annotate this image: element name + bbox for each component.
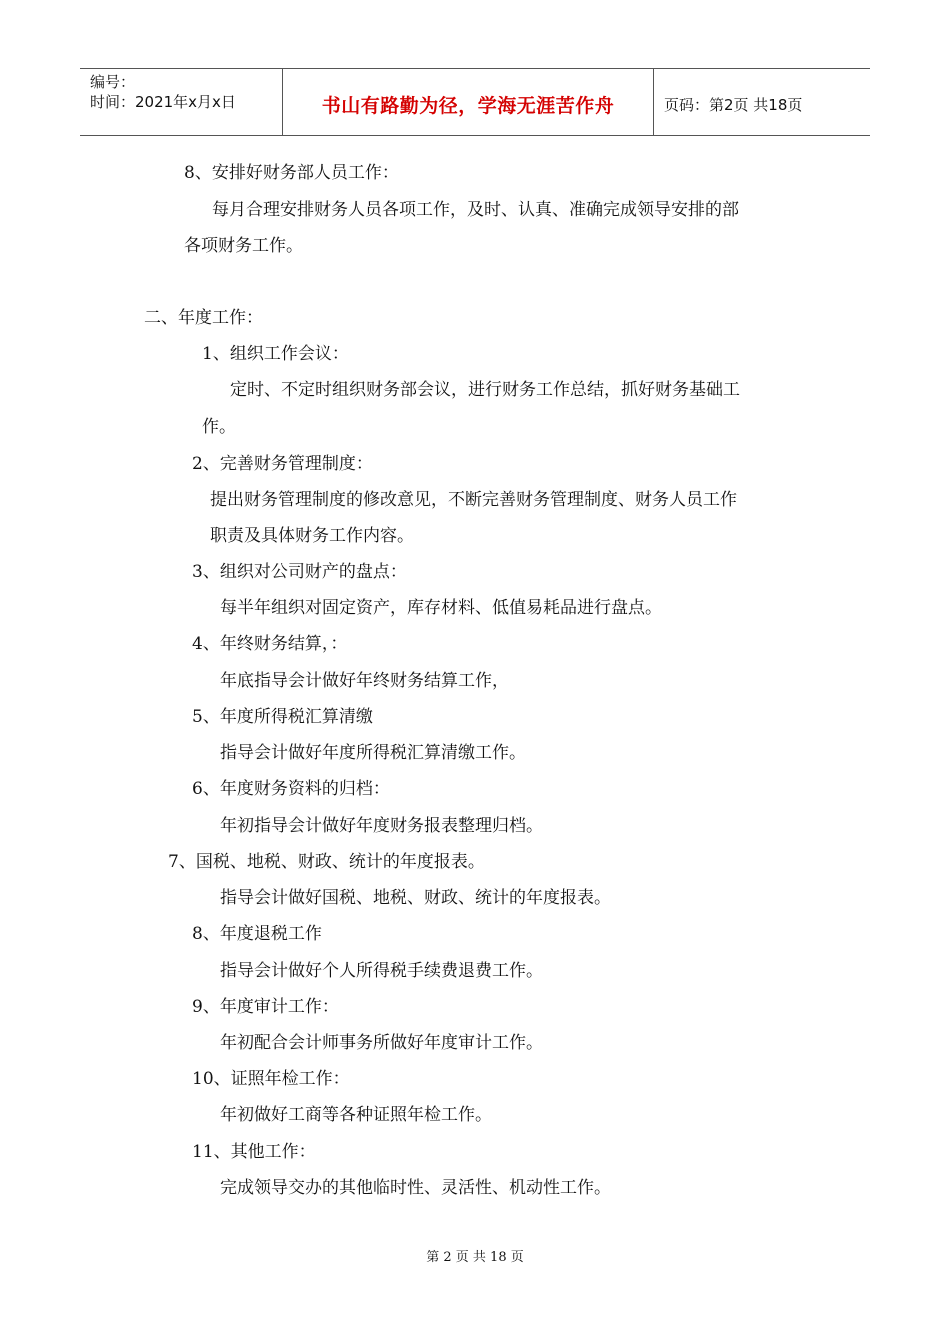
paragraph-line: 年初做好工商等各种证照年检工作。 — [220, 1105, 492, 1125]
item-heading: 9、年度审计工作： — [192, 997, 339, 1017]
paragraph-line: 作。 — [202, 417, 236, 437]
item-heading: 1、组织工作会议： — [202, 344, 349, 364]
item-heading: 11、其他工作： — [192, 1142, 316, 1162]
paragraph-line: 定时、不定时组织财务部会议，进行财务工作总结，抓好财务基础工 — [230, 380, 740, 400]
paragraph-line: 指导会计做好年度所得税汇算清缴工作。 — [220, 743, 526, 763]
paragraph-line: 年初指导会计做好年度财务报表整理归档。 — [220, 816, 543, 836]
item-heading: 5、年度所得税汇算清缴 — [192, 707, 373, 727]
item-heading: 7、国税、地税、财政、统计的年度报表。 — [168, 852, 485, 872]
item-heading: 2、完善财务管理制度： — [192, 454, 373, 474]
item-heading: 4、年终财务结算，： — [192, 634, 348, 654]
item-heading: 8、年度退税工作 — [192, 924, 322, 944]
paragraph-line: 每月合理安排财务人员各项工作，及时、认真、准确完成领导安排的部 — [212, 200, 739, 220]
header-meta-cell — [80, 69, 282, 135]
section-heading: 二、年度工作： — [144, 308, 263, 328]
header-motto-cell — [282, 69, 654, 135]
item-heading: 6、年度财务资料的归档： — [192, 779, 390, 799]
page-header — [80, 68, 870, 136]
document-time-label: 时间：2021年x月x日 — [90, 93, 236, 111]
item-heading: 8、安排好财务部人员工作： — [184, 163, 399, 183]
paragraph-line: 完成领导交办的其他临时性、灵活性、机动性工作。 — [220, 1178, 611, 1198]
paragraph-line: 指导会计做好国税、地税、财政、统计的年度报表。 — [220, 888, 611, 908]
paragraph-line: 提出财务管理制度的修改意见，不断完善财务管理制度、财务人员工作 — [210, 490, 737, 510]
paragraph-line: 年底指导会计做好年终财务结算工作， — [220, 671, 509, 691]
paragraph-line: 指导会计做好个人所得税手续费退费工作。 — [220, 961, 543, 981]
item-heading: 3、组织对公司财产的盘点： — [192, 562, 407, 582]
page-footer: 第 2 页 共 18 页 — [426, 1250, 524, 1265]
header-motto: 书山有路勤为径，学海无涯苦作舟 — [321, 95, 615, 117]
header-page-number: 页码：第2页 共18页 — [664, 96, 803, 114]
paragraph-line: 每半年组织对固定资产，库存材料、低值易耗品进行盘点。 — [220, 598, 662, 618]
document-number-label: 编号： — [90, 73, 136, 91]
paragraph-line: 职责及具体财务工作内容。 — [210, 526, 414, 546]
paragraph-line: 各项财务工作。 — [184, 236, 303, 256]
header-page-cell — [654, 69, 870, 135]
paragraph-line: 年初配合会计师事务所做好年度审计工作。 — [220, 1033, 543, 1053]
item-heading: 10、证照年检工作： — [192, 1069, 350, 1089]
